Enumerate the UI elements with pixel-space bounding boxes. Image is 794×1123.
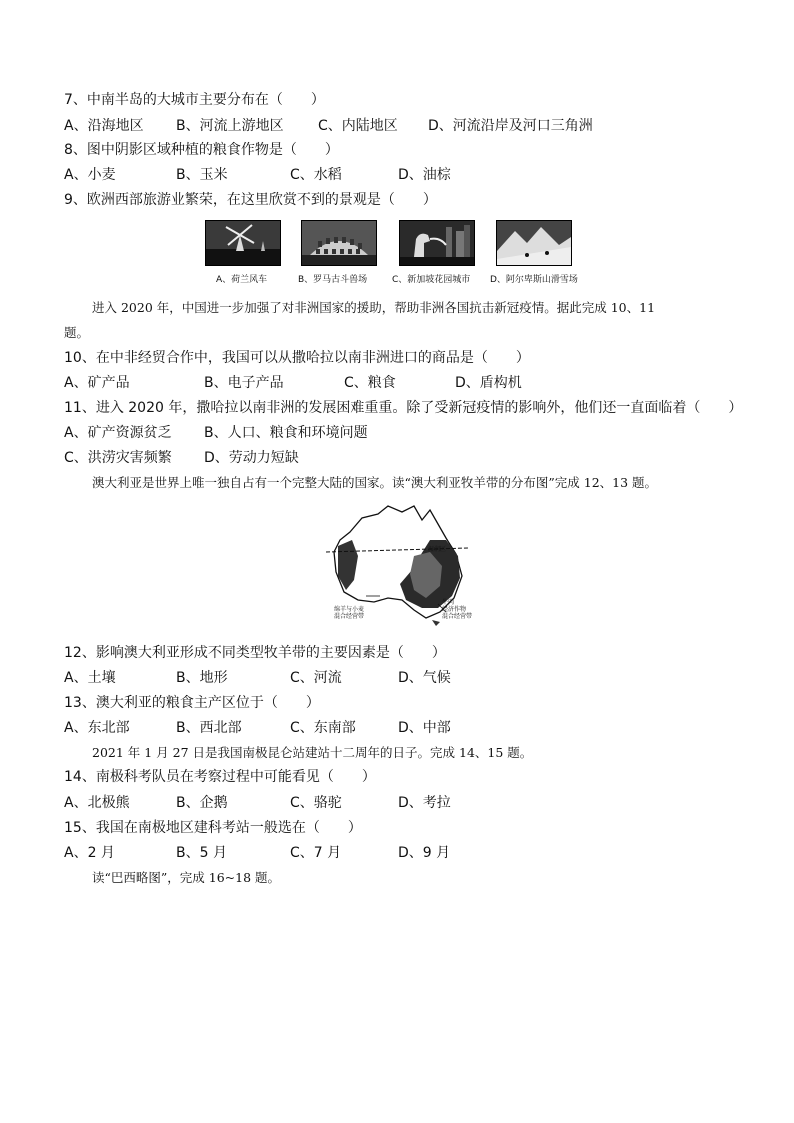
photo-caption-c: C、新加坡花园城市 [392,275,471,285]
q11-option-b: B、人口、粮食和环境问题 [204,425,368,441]
intro-10-11-line1: 进入 2020 年，中国进一步加强了对非洲国家的援助，帮助非洲各国抗击新冠疫情。据此完成 10、11 [92,300,656,315]
q7-option-d: D、河流沿岸及河口三角洲 [428,118,593,134]
q11-stem: 11、进入 2020 年，撒哈拉以南非洲的发展困难重重。除了受新冠疫情的影响外，他们还一直面临着（ ） [64,400,743,416]
map-label-wet: 湿润区 [428,546,447,553]
australia-sheep-belt-map [322,500,472,626]
q10-stem: 10、在中非经贸合作中，我国可以从撒哈拉以南非洲进口的商品是（ ） [64,350,530,366]
q12-option-a: A、土壤 [64,670,116,686]
photo-merlion [399,220,475,266]
q14-option-c: C、骆驼 [290,795,342,811]
map-label-mixed: 绵羊与小麦 混合经营带 [334,606,365,620]
q11-option-a: A、矿产资源贫乏 [64,425,172,441]
q12-stem: 12、影响澳大利亚形成不同类型牧羊带的主要因素是（ ） [64,645,446,661]
photo-caption-d: D、阿尔卑斯山滑雪场 [490,275,578,285]
photo-windmill [205,220,281,266]
q13-option-b: B、西北部 [176,720,242,736]
q8-option-a: A、小麦 [64,167,116,183]
q12-option-d: D、气候 [398,670,451,686]
q11-option-c: C、洪涝灾害频繁 [64,450,172,466]
intro-14-15: 2021 年 1 月 27 日是我国南极昆仑站建站十二周年的日子。完成 14、15 题。 [92,745,533,760]
q13-stem: 13、澳大利亚的粮食主产区位于（ ） [64,695,320,711]
q14-option-b: B、企鹅 [176,795,228,811]
q8-option-d: D、油棕 [398,167,451,183]
intro-10-11-line2: 题。 [64,325,90,340]
q13-option-c: C、东南部 [290,720,356,736]
q7-stem: 7、中南半岛的大城市主要分布在（ ） [64,92,325,108]
photo-alps-ski [496,220,572,266]
intro-12-13: 澳大利亚是世界上唯一独自占有一个完整大陆的国家。读“澳大利亚牧羊带的分布图”完成 12、13 题。 [92,475,658,490]
q7-option-a: A、沿海地区 [64,118,144,134]
photo-caption-b: B、罗马古斗兽场 [298,275,368,285]
q8-stem: 8、图中阴影区域种植的粮食作物是（ ） [64,142,339,158]
q14-stem: 14、南极科考队员在考察过程中可能看见（ ） [64,769,376,785]
q13-option-a: A、东北部 [64,720,130,736]
q10-option-c: C、粮食 [344,375,396,391]
q8-option-c: C、水稻 [290,167,342,183]
q11-option-d: D、劳动力短缺 [204,450,299,466]
q10-option-a: A、矿产品 [64,375,130,391]
q15-option-a: A、2 月 [64,845,115,861]
q7-option-c: C、内陆地区 [318,118,398,134]
q14-option-d: D、考拉 [398,795,451,811]
q15-option-c: C、7 月 [290,845,342,861]
photo-caption-a: A、荷兰风车 [216,275,268,285]
q12-option-b: B、地形 [176,670,228,686]
q9-stem: 9、欧洲西部旅游业繁荣，在这里欣赏不到的景观是（ ） [64,192,437,208]
q13-option-d: D、中部 [398,720,451,736]
q14-option-a: A、北极熊 [64,795,130,811]
q7-option-b: B、河流上游地区 [176,118,284,134]
intro-16-18: 读“巴西略图”，完成 16~18 题。 [92,870,281,885]
photo-colosseum [301,220,377,266]
q15-option-d: D、9 月 [398,845,451,861]
q10-option-b: B、电子产品 [204,375,284,391]
q8-option-b: B、玉米 [176,167,228,183]
q12-option-c: C、河流 [290,670,342,686]
q15-option-b: B、5 月 [176,845,227,861]
map-label-east: 牛肉 经济作物 混合经营带 [442,599,473,620]
q10-option-d: D、盾构机 [455,375,522,391]
q15-stem: 15、我国在南极地区建科考站一般选在（ ） [64,820,362,836]
